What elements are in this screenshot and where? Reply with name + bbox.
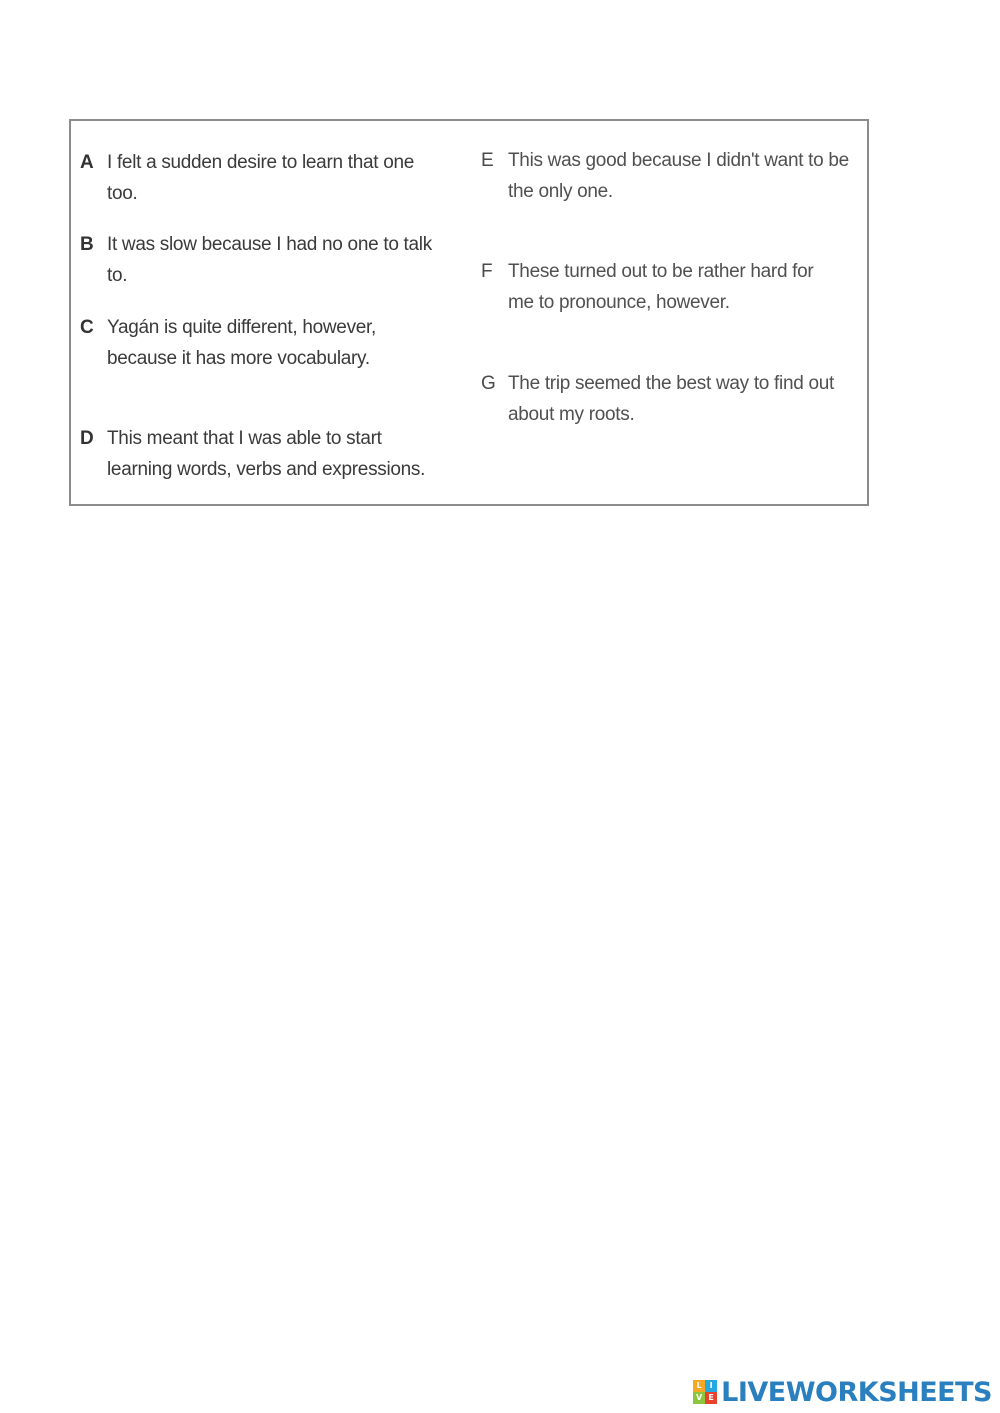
logo-mark-letter: L bbox=[693, 1380, 705, 1392]
logo-mark-letter: I bbox=[705, 1380, 717, 1392]
option-text: I felt a sudden desire to learn that one too. bbox=[107, 152, 414, 204]
option-text: This was good because I didn't want to be the only one. bbox=[508, 150, 849, 202]
option-f bbox=[481, 256, 838, 318]
option-letter: B bbox=[80, 234, 94, 255]
option-text: The trip seemed the best way to find out about my roots. bbox=[508, 373, 834, 425]
option-b bbox=[80, 229, 447, 291]
option-letter: G bbox=[481, 373, 496, 394]
option-g bbox=[481, 368, 853, 430]
logo-mark-letter: V bbox=[693, 1392, 705, 1404]
option-text: These turned out to be rather hard for me to pronounce, however. bbox=[508, 261, 814, 313]
answer-options-box bbox=[69, 119, 869, 506]
option-a bbox=[80, 147, 447, 209]
option-e bbox=[481, 145, 853, 207]
option-letter: F bbox=[481, 261, 493, 282]
option-c bbox=[80, 312, 427, 374]
option-letter: E bbox=[481, 150, 494, 171]
option-text: This meant that I was able to start learning words, verbs and expressions. bbox=[107, 428, 426, 480]
option-text: Yagán is quite different, however, because it has more vocabulary. bbox=[107, 317, 377, 369]
logo-mark-icon bbox=[693, 1380, 717, 1404]
option-letter: A bbox=[80, 152, 94, 173]
option-letter: D bbox=[80, 428, 94, 449]
option-letter: C bbox=[80, 317, 94, 338]
liveworksheets-logo bbox=[693, 1375, 992, 1409]
logo-mark-letter: E bbox=[705, 1392, 717, 1404]
option-d bbox=[80, 423, 427, 485]
logo-text: LIVEWORKSHEETS bbox=[721, 1376, 992, 1408]
option-text: It was slow because I had no one to talk to. bbox=[107, 234, 432, 286]
